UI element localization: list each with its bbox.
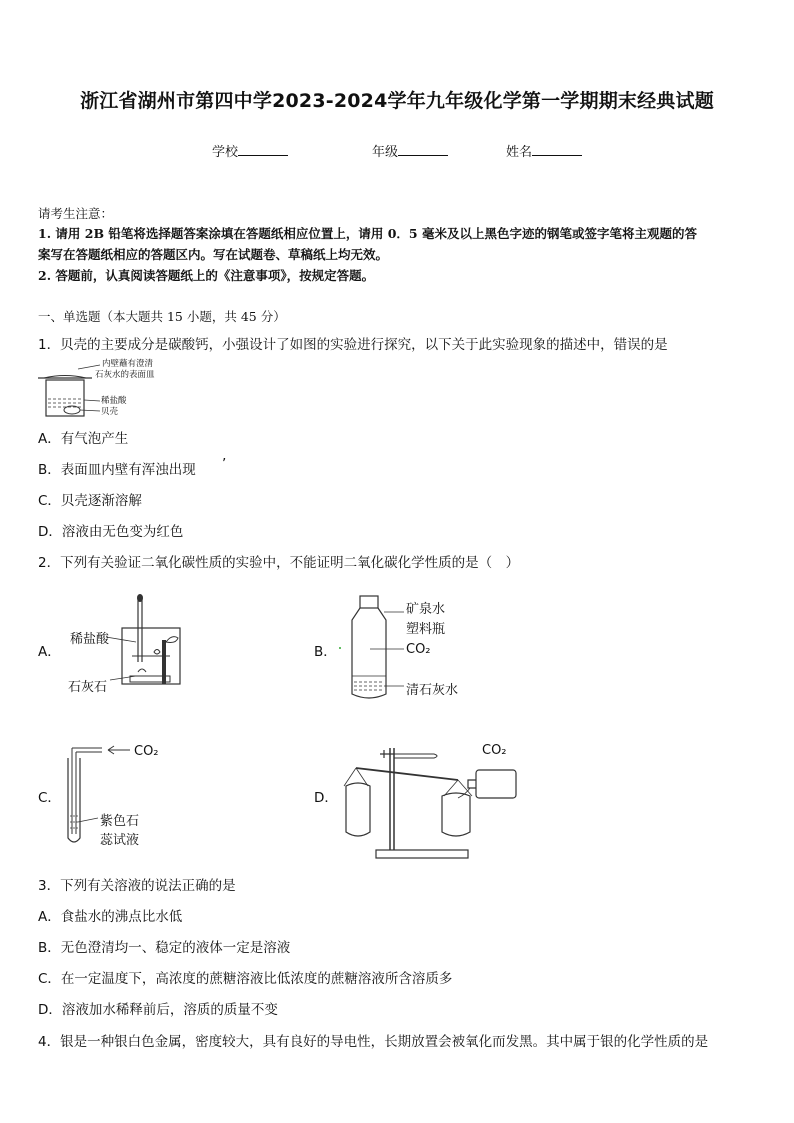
q2-a-label-acid: 稀盐酸 bbox=[70, 632, 110, 647]
q2-option-b[interactable]: B． bbox=[314, 644, 337, 660]
section-heading: 一、单选题（本大题共 15 小题，共 45 分） bbox=[38, 309, 286, 324]
q2-b-label-bottle: 塑料瓶 bbox=[406, 622, 446, 637]
q2-b-label-water: 矿泉水 bbox=[406, 602, 446, 617]
q2-option-a[interactable]: A． bbox=[38, 644, 61, 660]
school-blank[interactable] bbox=[238, 142, 288, 156]
q2-stem: 2．下列有关验证二氧化碳性质的实验中，不能证明二氧化碳化学性质的是（ ） bbox=[38, 555, 520, 571]
grade-blank[interactable] bbox=[398, 142, 448, 156]
q2-figure-b bbox=[336, 594, 416, 702]
q2-c-label-co2: CO₂ bbox=[134, 744, 159, 759]
q1-fig-label-3: 稀盐酸 bbox=[101, 396, 127, 406]
q1-stray-mark: ’ bbox=[222, 456, 227, 472]
q1-fig-label-4: 贝壳 bbox=[101, 407, 119, 417]
q2-option-c[interactable]: C． bbox=[38, 790, 61, 806]
q1-option-c[interactable]: C．贝壳逐渐溶解 bbox=[38, 493, 142, 509]
q2-d-label-co2: CO₂ bbox=[482, 743, 507, 758]
grade-field[interactable] bbox=[372, 141, 448, 160]
page-title: 浙江省湖州市第四中学2023-2024学年九年级化学第一学期期末经典试题 bbox=[80, 90, 714, 112]
name-label: 姓名 bbox=[506, 145, 533, 160]
notice-line-1b: 案写在答题纸相应的答题区内。写在试题卷、草稿纸上均无效。 bbox=[38, 247, 389, 262]
q1-option-a[interactable]: A．有气泡产生 bbox=[38, 431, 129, 447]
notice-heading: 请考生注意： bbox=[38, 206, 114, 221]
q3-option-b[interactable]: B．无色澄清均一、稳定的液体一定是溶液 bbox=[38, 940, 291, 956]
q2-a-label-limestone: 石灰石 bbox=[68, 680, 108, 695]
notice-line-1: 1. 请用 2B 铅笔将选择题答案涂填在答题纸相应位置上，请用 0．5 毫米及以上黑色字迹的钢笔或签字笔将主观题的答 bbox=[38, 226, 697, 241]
grade-label: 年级 bbox=[372, 145, 399, 160]
q3-stem: 3．下列有关溶液的说法正确的是 bbox=[38, 878, 236, 894]
q2-c-label-litmus-1: 紫色石 bbox=[100, 814, 140, 829]
q2-c-label-litmus-2: 蕊试液 bbox=[100, 833, 140, 848]
q1-option-d[interactable]: D．溶液由无色变为红色 bbox=[38, 524, 184, 540]
name-field[interactable] bbox=[506, 141, 582, 160]
q2-b-label-co2: CO₂ bbox=[406, 642, 431, 657]
q2-option-d[interactable]: D． bbox=[314, 790, 338, 806]
q2-b-label-limewater: 清石灰水 bbox=[406, 683, 459, 698]
q2-figure-d bbox=[340, 740, 526, 862]
school-field[interactable] bbox=[212, 141, 288, 160]
q3-option-c[interactable]: C．在一定温度下，高浓度的蔗糖溶液比低浓度的蔗糖溶液所含溶质多 bbox=[38, 971, 453, 987]
school-label: 学校 bbox=[212, 145, 239, 160]
q1-option-b[interactable]: B．表面皿内壁有浑浊出现 bbox=[38, 462, 196, 478]
q1-stem: 1．贝壳的主要成分是碳酸钙，小强设计了如图的实验进行探究，以下关于此实验现象的描述中，错误的是 bbox=[38, 337, 668, 353]
q3-option-a[interactable]: A．食盐水的沸点比水低 bbox=[38, 909, 183, 925]
q4-stem: 4．银是一种银白色金属，密度较大，具有良好的导电性，长期放置会被氧化而发黑。其中属于银的化学性质的是 bbox=[38, 1034, 709, 1050]
q3-option-d[interactable]: D．溶液加水稀释前后，溶质的质量不变 bbox=[38, 1002, 278, 1018]
notice-line-2: 2. 答题前，认真阅读答题纸上的《注意事项》，按规定答题。 bbox=[38, 268, 375, 283]
q1-fig-label-1: 内壁蘸有澄清 bbox=[102, 359, 154, 369]
name-blank[interactable] bbox=[532, 142, 582, 156]
q1-fig-label-2: 石灰水的表面皿 bbox=[95, 370, 155, 380]
